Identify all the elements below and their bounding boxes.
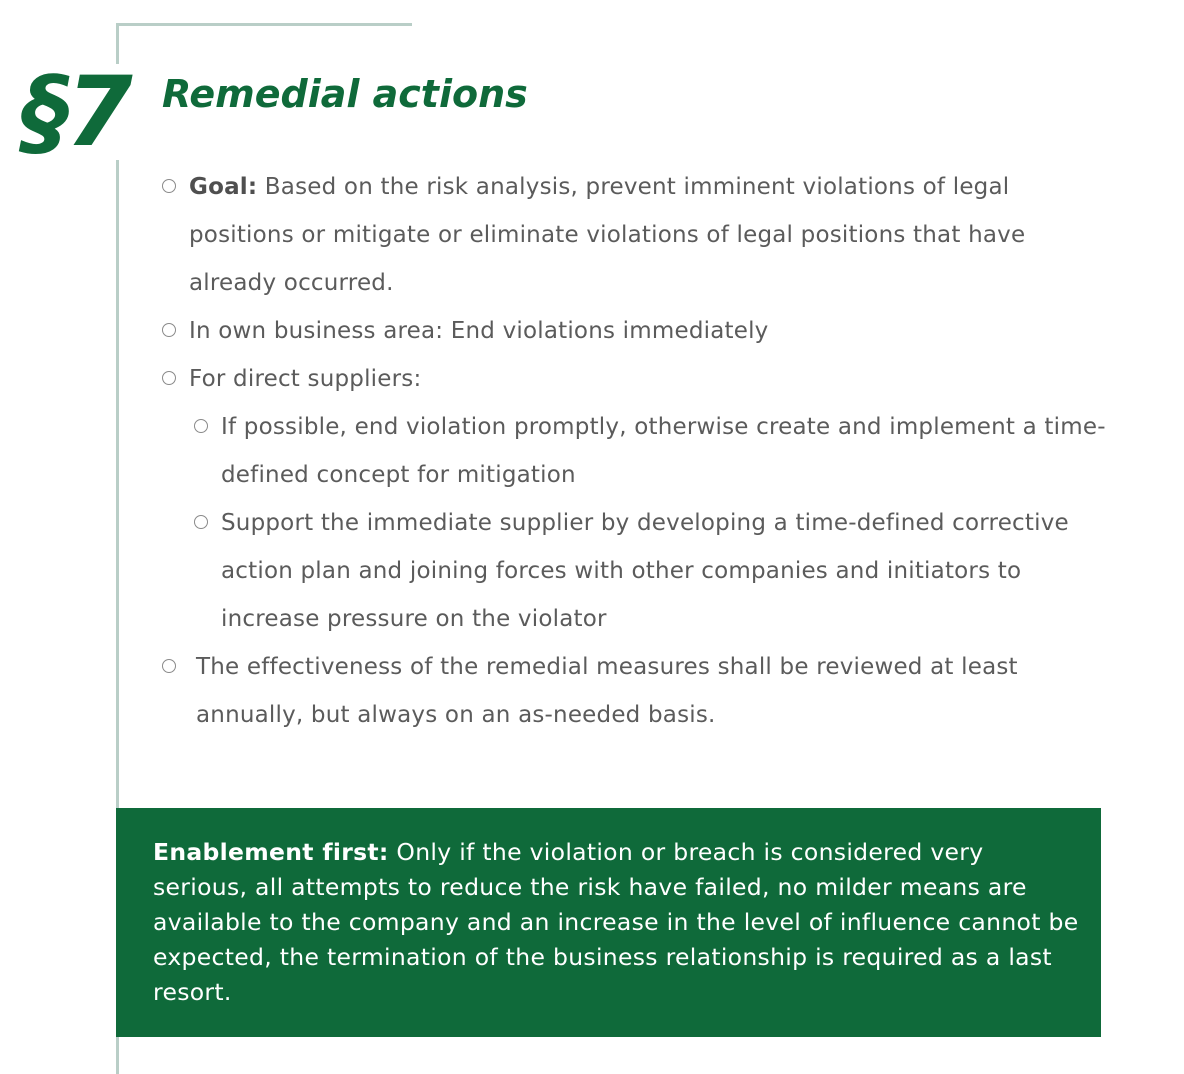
section-number: §7 xyxy=(22,56,129,168)
list-item-text: If possible, end violation promptly, otherwise create and implement a time-defined concept for mitigation xyxy=(221,414,1106,488)
list-item-text: Support the immediate supplier by developing a time-defined corrective action plan and joining forces with other companies and initiators to increase pressure on the violator xyxy=(221,510,1069,632)
hollow-circle-bullet-icon xyxy=(194,515,208,529)
list-item-goal xyxy=(160,163,1120,307)
sub-item-support-supplier xyxy=(192,499,1120,643)
callout-label: Enablement first: xyxy=(153,838,389,866)
section-title: Remedial actions xyxy=(162,72,528,116)
list-item-effectiveness-review xyxy=(160,643,1120,739)
callout-text: Only if the violation or breach is considered very serious, all attempts to reduce the risk have failed, no milder means are available to the company and an increase in the level of influence cannot be expected, the termination of the business relationship is required as a last resort. xyxy=(153,838,1079,1006)
remedial-actions-list xyxy=(160,163,1120,739)
hollow-circle-bullet-icon xyxy=(194,419,208,433)
sub-item-end-violation xyxy=(192,403,1120,499)
frame-top-line xyxy=(116,23,412,26)
goal-text: Based on the risk analysis, prevent imminent violations of legal positions or mitigate or eliminate violations of legal positions that have already occurred. xyxy=(189,174,1026,296)
list-item-text: For direct suppliers: xyxy=(189,366,422,392)
hollow-circle-bullet-icon xyxy=(162,659,176,673)
list-item-direct-suppliers xyxy=(160,355,1120,403)
list-item-text: The effectiveness of the remedial measures shall be reviewed at least annually, but always on an as-needed basis. xyxy=(196,654,1018,728)
enablement-first-callout xyxy=(116,808,1101,1037)
goal-label: Goal: xyxy=(189,174,258,200)
hollow-circle-bullet-icon xyxy=(162,179,176,193)
list-item-text: In own business area: End violations immediately xyxy=(189,318,769,344)
list-item-own-business-area xyxy=(160,307,1120,355)
hollow-circle-bullet-icon xyxy=(162,371,176,385)
hollow-circle-bullet-icon xyxy=(162,323,176,337)
